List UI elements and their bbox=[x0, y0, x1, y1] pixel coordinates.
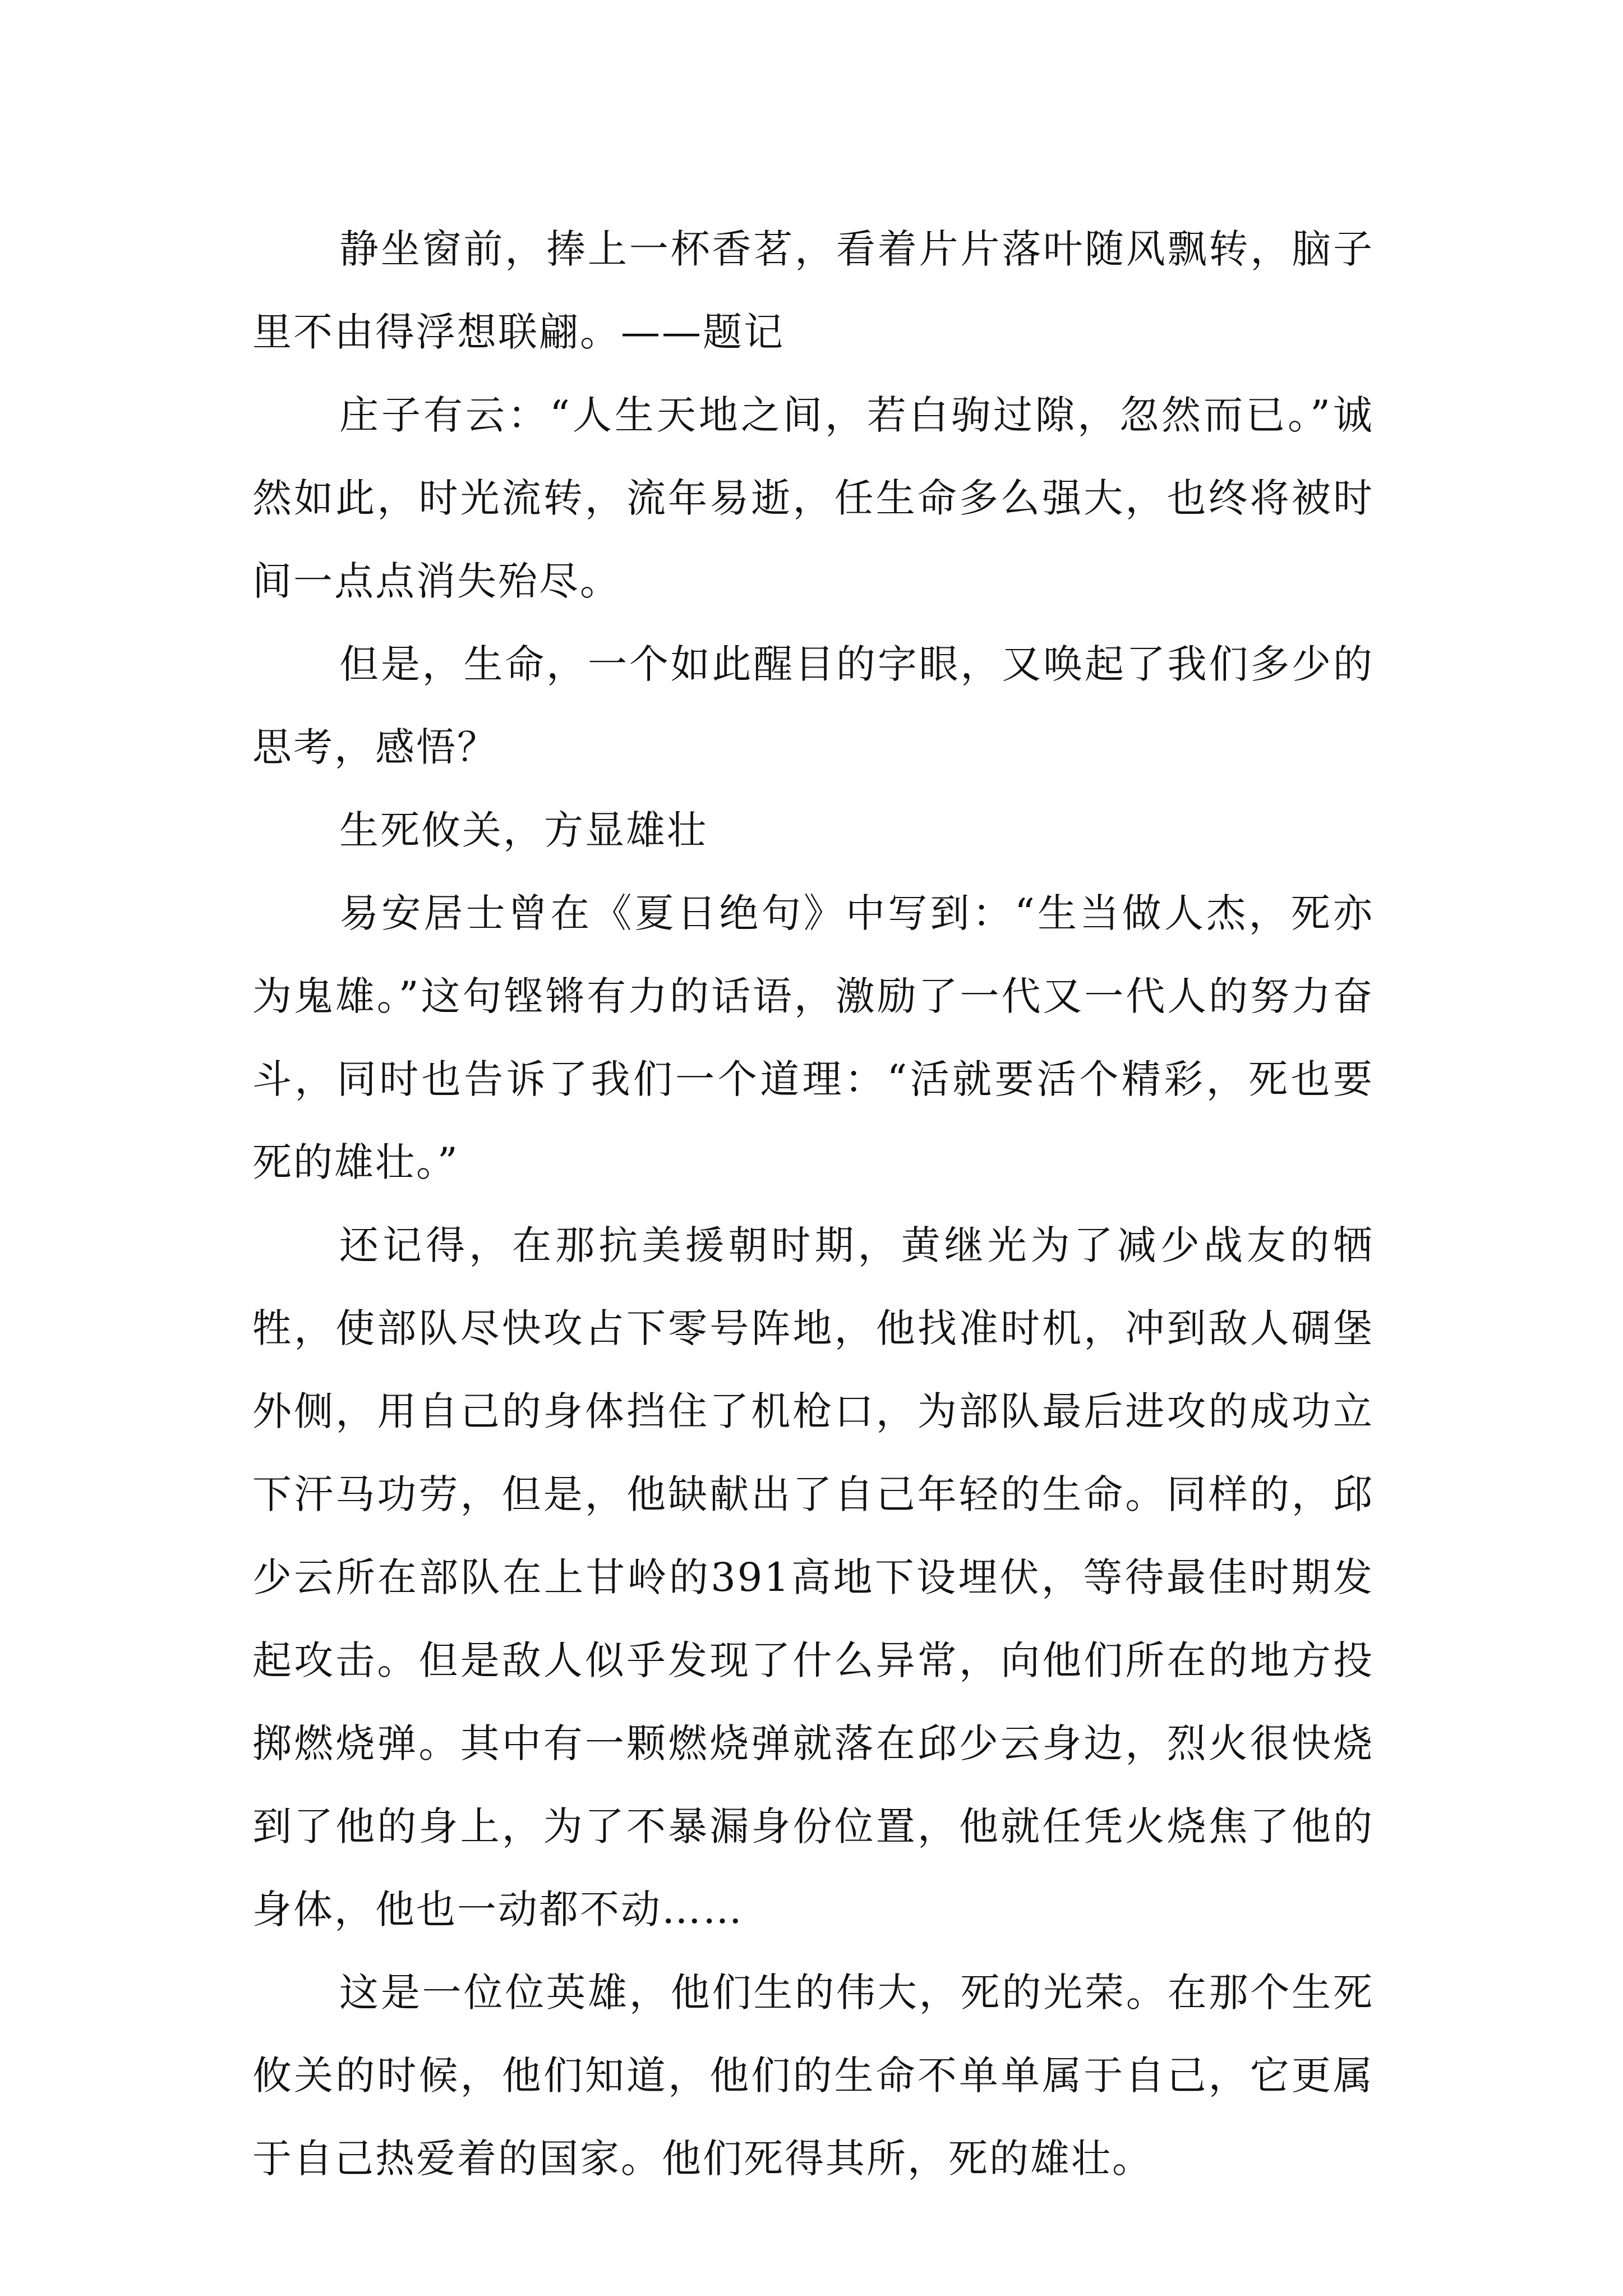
document-body bbox=[252, 208, 1374, 2200]
paragraph: 这是一位位英雄，他们生的伟大，死的光荣。在那个生死攸关的时候，他们知道，他们的生命不单单属于自己，它更属于自己热爱着的国家。他们死得其所，死的雄壮。 bbox=[252, 1970, 1374, 2182]
section-heading: 生死攸关，方显雄壮 bbox=[339, 807, 708, 853]
paragraph: 还记得，在那抗美援朝时期，黄继光为了减少战友的牺牲，使部队尽快攻占下零号阵地，他找准时机，冲到敌人碉堡外侧，用自己的身体挡住了机枪口，为部队最后进攻的成功立下汗马功劳，但是，他缺献出了自己年轻的生命。同样的，邱少云所在部队在上甘岭的391高地下设埋伏，等待最佳时期发起攻击。但是敌人似乎发现了什么异常，向他们所在的地方投掷燃烧弹。其中有一颗燃烧弹就落在邱少云身边，烈火很快烧到了他的身上，为了不暴漏身份位置，他就任凭火烧焦了他的身体，他也一动都不动…… bbox=[252, 1222, 1374, 1932]
paragraph-epigraph: 静坐窗前，捧上一杯香茗，看着片片落叶随风飘转，脑子里不由得浮想联翩。——题记 bbox=[252, 226, 1374, 355]
paragraph: 但是，生命，一个如此醒目的字眼，又唤起了我们多少的思考，感悟？ bbox=[252, 641, 1374, 770]
paragraph: 易安居士曾在《夏日绝句》中写到：“生当做人杰，死亦为鬼雄。”这句铿锵有力的话语，激励了一代又一代人的努力奋斗，同时也告诉了我们一个道理：“活就要活个精彩，死也要死的雄壮。” bbox=[252, 890, 1374, 1185]
paragraph: 庄子有云：“人生天地之间，若白驹过隙，忽然而已。”诚然如此，时光流转，流年易逝，任生命多么强大，也终将被时间一点点消失殆尽。 bbox=[252, 392, 1374, 604]
